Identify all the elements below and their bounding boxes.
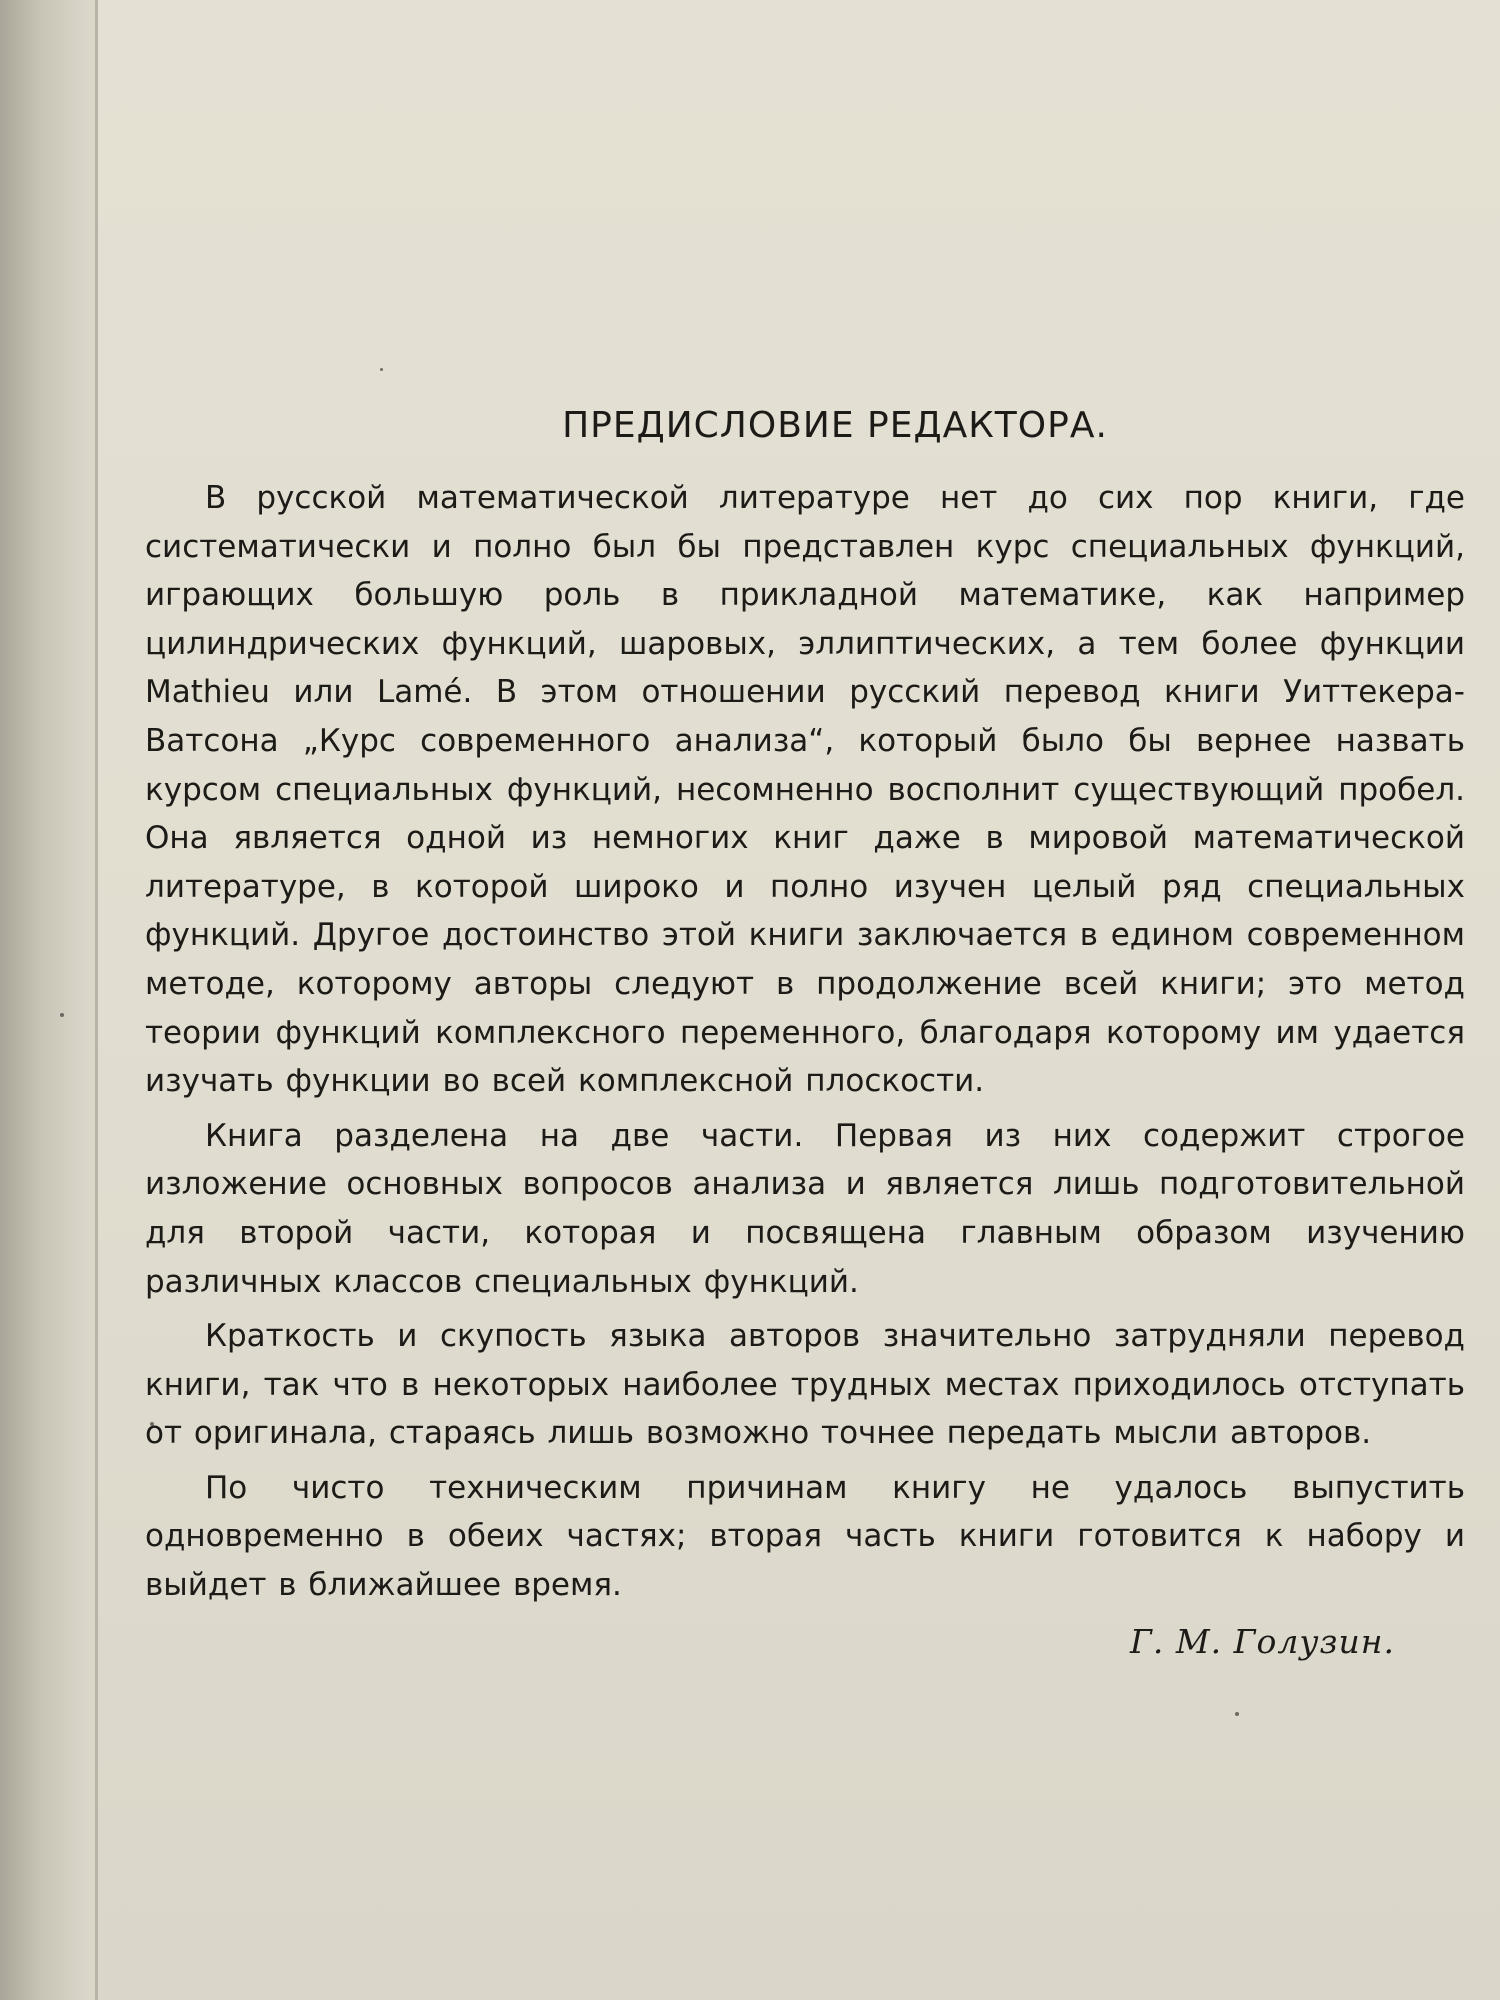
page-edge — [95, 0, 98, 2000]
preface-paragraph: Книга разделена на две части. Первая из них содержит строгое изложение основных вопросов анализа и является лишь подготовительной для второй части, которая и посвящена главным образом изучению различных классов специальных функций. — [145, 1117, 1465, 1300]
page-title: ПРЕДИСЛОВИЕ РЕДАКТОРА. — [562, 405, 1108, 446]
editor-signature: Г. М. Голузин. — [1130, 1621, 1395, 1661]
preface-paragraph: В русской математической литературе нет до сих пор книги, где систематически и полно был бы представлен курс специальных функций, играющих большую роль в прикладной математике, как например цилиндрических функций, шаровых, эллиптических, а тем более функции Mathieu или Lamé. В этом отношении русский перевод книги Уиттекера-Ватсона „Курс современного анализа“, который было бы вернее назвать курсом специальных функций, несомненно восполнит существующий пробел. Она является одной из немногих книг даже в мировой математической литературе, в которой широко и полно изучен целый ряд специальных функций. Другое достоинство этой книги заключается в едином современном методе, которому авторы следуют в продолжение всей книги; это метод теории функций комплексного переменного, благодаря которому им удается изучать функции во всей комплексной плоскости. — [145, 480, 1465, 1100]
preface-text-block — [145, 405, 1465, 1661]
preface-paragraph: По чисто техническим причинам книгу не удалось выпустить одновременно в обеих частях; вторая часть книги готовится к набору и выйдет в ближайшее время. — [145, 1469, 1465, 1604]
preface-paragraph: Краткость и скупость языка авторов значительно затрудняли перевод книги, так что в некоторых наиболее трудных местах приходилось отступать от оригинала, стараясь лишь возможно точнее передать мысли авторов. — [145, 1318, 1465, 1452]
paper-speck — [1235, 1712, 1239, 1716]
paper-speck — [380, 368, 383, 371]
paper-speck — [60, 1013, 64, 1017]
